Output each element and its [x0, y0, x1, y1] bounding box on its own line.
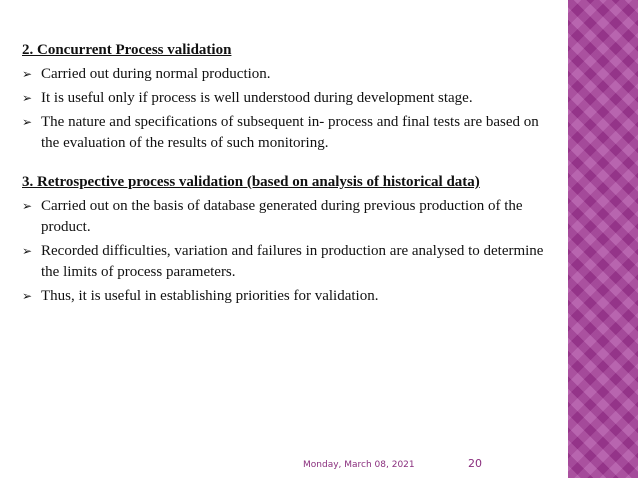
bullet-text: Thus, it is useful in establishing priorities for validation. — [41, 288, 379, 304]
bullet-text: The nature and specifications of subsequent in- process and final tests are based on the evaluation of the results of such monitoring. — [41, 114, 539, 151]
arrow-bullet-icon: ➢ — [22, 91, 33, 105]
slide-number: 20 — [468, 457, 482, 470]
arrow-bullet-icon: ➢ — [22, 289, 33, 303]
footer-date: Monday, March 08, 2021 — [303, 460, 415, 470]
bullet-item — [22, 112, 552, 154]
bullet-item — [22, 286, 552, 307]
arrow-bullet-icon: ➢ — [22, 199, 33, 213]
bullet-item — [22, 241, 552, 283]
bullet-item — [22, 196, 552, 238]
bullet-item — [22, 88, 552, 109]
bullet-text: Carried out during normal production. — [41, 66, 271, 82]
bullet-text: Carried out on the basis of database generated during previous production of the product. — [41, 198, 523, 235]
section-heading-retrospective: 3. Retrospective process validation (based on analysis of historical data) — [22, 174, 480, 190]
decorative-side-panel — [568, 0, 638, 478]
bullet-item — [22, 64, 552, 85]
bullet-text: It is useful only if process is well understood during development stage. — [41, 90, 473, 106]
bullet-text: Recorded difficulties, variation and failures in production are analysed to determine the limits of process parameters. — [41, 243, 544, 280]
arrow-bullet-icon: ➢ — [22, 244, 33, 258]
slide-content — [22, 40, 552, 310]
arrow-bullet-icon: ➢ — [22, 67, 33, 81]
arrow-bullet-icon: ➢ — [22, 115, 33, 129]
section-heading-concurrent: 2. Concurrent Process validation — [22, 42, 232, 58]
